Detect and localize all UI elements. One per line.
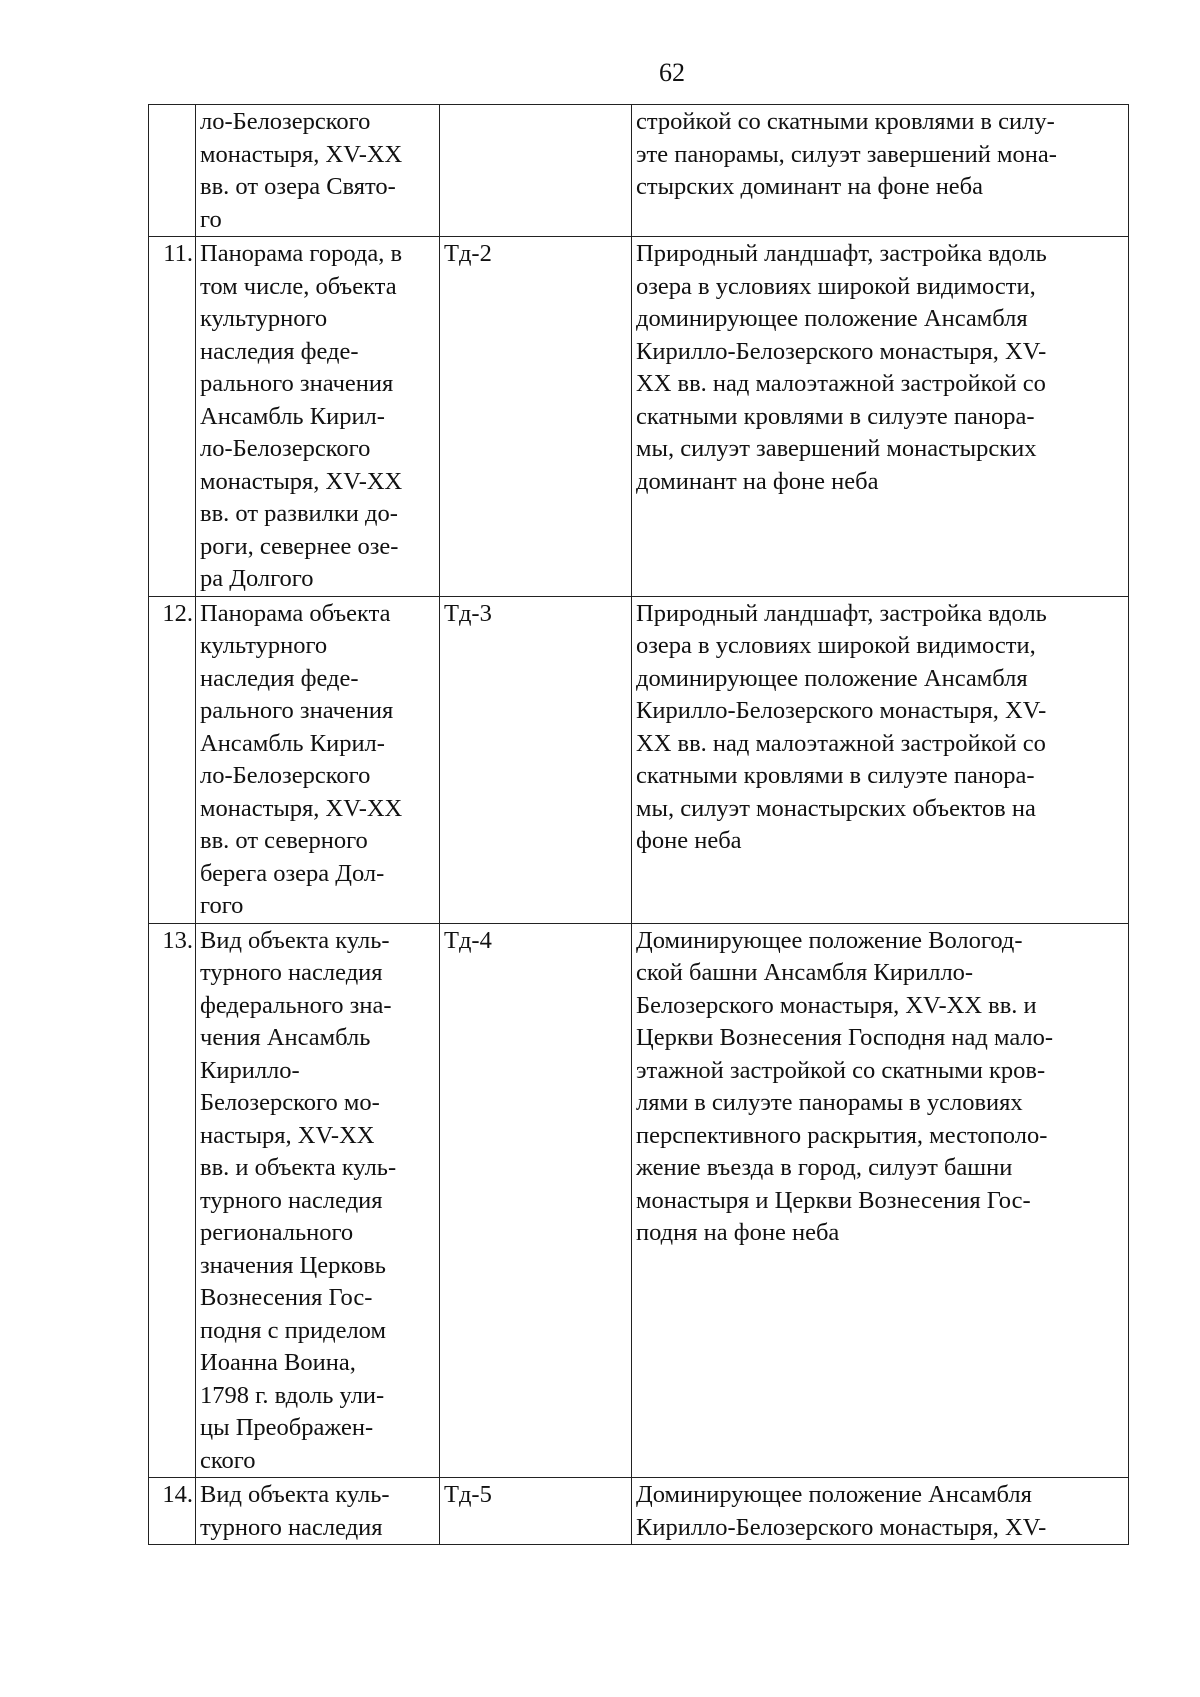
object-name-line: наследия феде- xyxy=(200,337,359,365)
description-line: Природный ландшафт, застройка вдоль xyxy=(636,599,1047,627)
view-code-cell: Тд-4 xyxy=(440,923,632,1478)
description-line: скатными кровлями в силуэте панора- xyxy=(636,762,1035,789)
object-name-line: Белозерского мо- xyxy=(200,1089,380,1116)
description-cell xyxy=(632,237,1129,597)
object-name-line: монастыря, XV-XX xyxy=(200,794,403,822)
description-line: Белозерского монастыря, XV-XX вв. и xyxy=(636,991,1037,1019)
view-code-cell xyxy=(440,105,632,237)
description-line: стырских доминант на фоне неба xyxy=(636,173,984,200)
description-line: мы, силуэт монастырских объектов на xyxy=(636,794,1036,822)
description-line: озера в условиях широкой видимости, xyxy=(636,632,1036,659)
object-name-cell xyxy=(196,923,440,1478)
description-line: Кирилло-Белозерского монастыря, XV- xyxy=(636,697,1047,724)
object-name-line: значения Церковь xyxy=(200,1251,386,1279)
object-name-line: Ансамбль Кирил- xyxy=(200,729,385,757)
object-name-line: культурного xyxy=(200,632,328,659)
description-line: доминирующее положение Ансамбля xyxy=(636,305,1028,332)
object-name-line: Панорама объекта xyxy=(200,599,391,627)
document-table-container xyxy=(148,104,1128,1545)
description-line: эте панорамы, силуэт завершений мона- xyxy=(636,140,1057,168)
view-code-cell: Тд-3 xyxy=(440,596,632,923)
description-line: мы, силуэт завершений монастырских xyxy=(636,435,1037,462)
description-line: XX вв. над малоэтажной застройкой со xyxy=(636,370,1046,397)
object-name-line: Ансамбль Кирил- xyxy=(200,402,385,430)
object-name-line: наследия феде- xyxy=(200,664,359,692)
description-line: лями в силуэте панорамы в условиях xyxy=(636,1089,1023,1116)
object-name-line: вв. от развилки до- xyxy=(200,500,398,527)
description-line: озера в условиях широкой видимости, xyxy=(636,272,1036,300)
object-name-line: ло-Белозерского xyxy=(200,762,371,789)
object-name-line: Вид объекта куль- xyxy=(200,926,390,954)
object-name-line: турного наследия xyxy=(200,1513,383,1541)
description-line: Кирилло-Белозерского монастыря, XV- xyxy=(636,1513,1047,1541)
object-name-line: регионального xyxy=(200,1219,354,1246)
description-line: этажной застройкой со скатными кров- xyxy=(636,1056,1046,1084)
object-name-line: цы Преображен- xyxy=(200,1414,374,1441)
table-row xyxy=(149,105,1129,237)
document-table xyxy=(148,104,1129,1545)
description-line: XX вв. над малоэтажной застройкой со xyxy=(636,729,1046,757)
description-line: Кирилло-Белозерского монастыря, XV- xyxy=(636,337,1047,365)
description-line: монастыря и Церкви Вознесения Гос- xyxy=(636,1186,1031,1214)
object-name-line: ра Долгого xyxy=(200,565,314,592)
object-name-line: культурного xyxy=(200,305,328,332)
object-name-line: Вид объекта куль- xyxy=(200,1481,390,1508)
page-number: 62 xyxy=(659,58,685,87)
object-name-line: вв. от северного xyxy=(200,827,368,854)
object-name-cell xyxy=(196,1478,440,1545)
description-cell xyxy=(632,1478,1129,1545)
description-line: Природный ландшафт, застройка вдоль xyxy=(636,240,1047,267)
table-row xyxy=(149,923,1129,1478)
object-name-line: ского xyxy=(200,1446,256,1474)
object-name-line: турного наследия xyxy=(200,959,383,986)
object-name-line: рального значения xyxy=(200,370,394,397)
description-line: доминант на фоне неба xyxy=(636,467,879,495)
row-number-cell: 12. xyxy=(149,596,196,923)
object-name-cell xyxy=(196,105,440,237)
object-name-cell xyxy=(196,237,440,597)
description-line: скатными кровлями в силуэте панора- xyxy=(636,402,1035,430)
object-name-line: ло-Белозерского xyxy=(200,435,371,462)
table-row xyxy=(149,237,1129,597)
description-line: подня на фоне неба xyxy=(636,1219,840,1246)
view-code-cell: Тд-2 xyxy=(440,237,632,597)
table-body xyxy=(149,105,1129,1545)
object-name-line: го xyxy=(200,205,222,233)
object-name-line: чения Ансамбль xyxy=(200,1024,371,1051)
description-cell xyxy=(632,105,1129,237)
description-line: перспективного раскрытия, местополо- xyxy=(636,1121,1048,1149)
object-name-line: том числе, объекта xyxy=(200,272,397,300)
object-name-line: Панорама города, в xyxy=(200,240,403,267)
object-name-line: Вознесения Гос- xyxy=(200,1284,373,1311)
object-name-line: турного наследия xyxy=(200,1186,383,1214)
row-number-cell: 13. xyxy=(149,923,196,1478)
description-line: доминирующее положение Ансамбля xyxy=(636,664,1028,692)
row-number-cell xyxy=(149,105,196,237)
object-name-line: роги, севернее озе- xyxy=(200,532,399,560)
description-line: Доминирующее положение Ансамбля xyxy=(636,1481,1032,1508)
object-name-line: настыря, XV-XX xyxy=(200,1121,375,1149)
object-name-line: 1798 г. вдоль ули- xyxy=(200,1381,385,1409)
object-name-line: ло-Белозерского xyxy=(200,108,371,135)
object-name-line: монастыря, XV-XX xyxy=(200,140,403,168)
description-line: фоне неба xyxy=(636,827,742,854)
description-line: ской башни Ансамбля Кирилло- xyxy=(636,959,974,986)
row-number-cell: 11. xyxy=(149,237,196,597)
description-line: Доминирующее положение Вологод- xyxy=(636,926,1023,954)
object-name-line: берега озера Дол- xyxy=(200,859,385,887)
description-line: стройкой со скатными кровлями в силу- xyxy=(636,108,1055,135)
description-line: Церкви Вознесения Господня над мало- xyxy=(636,1024,1054,1051)
table-row xyxy=(149,596,1129,923)
object-name-line: подня с приделом xyxy=(200,1316,386,1344)
object-name-line: Кирилло- xyxy=(200,1056,300,1084)
object-name-line: Иоанна Воина, xyxy=(200,1349,356,1376)
object-name-cell xyxy=(196,596,440,923)
object-name-line: рального значения xyxy=(200,697,394,724)
object-name-line: вв. и объекта куль- xyxy=(200,1154,397,1181)
object-name-line: вв. от озера Свято- xyxy=(200,173,396,200)
description-cell xyxy=(632,923,1129,1478)
view-code-cell: Тд-5 xyxy=(440,1478,632,1545)
description-line: жение въезда в город, силуэт башни xyxy=(636,1154,1013,1181)
row-number-cell: 14. xyxy=(149,1478,196,1545)
description-cell xyxy=(632,596,1129,923)
object-name-line: гого xyxy=(200,892,244,919)
object-name-line: монастыря, XV-XX xyxy=(200,467,403,495)
object-name-line: федерального зна- xyxy=(200,991,392,1019)
table-row xyxy=(149,1478,1129,1545)
